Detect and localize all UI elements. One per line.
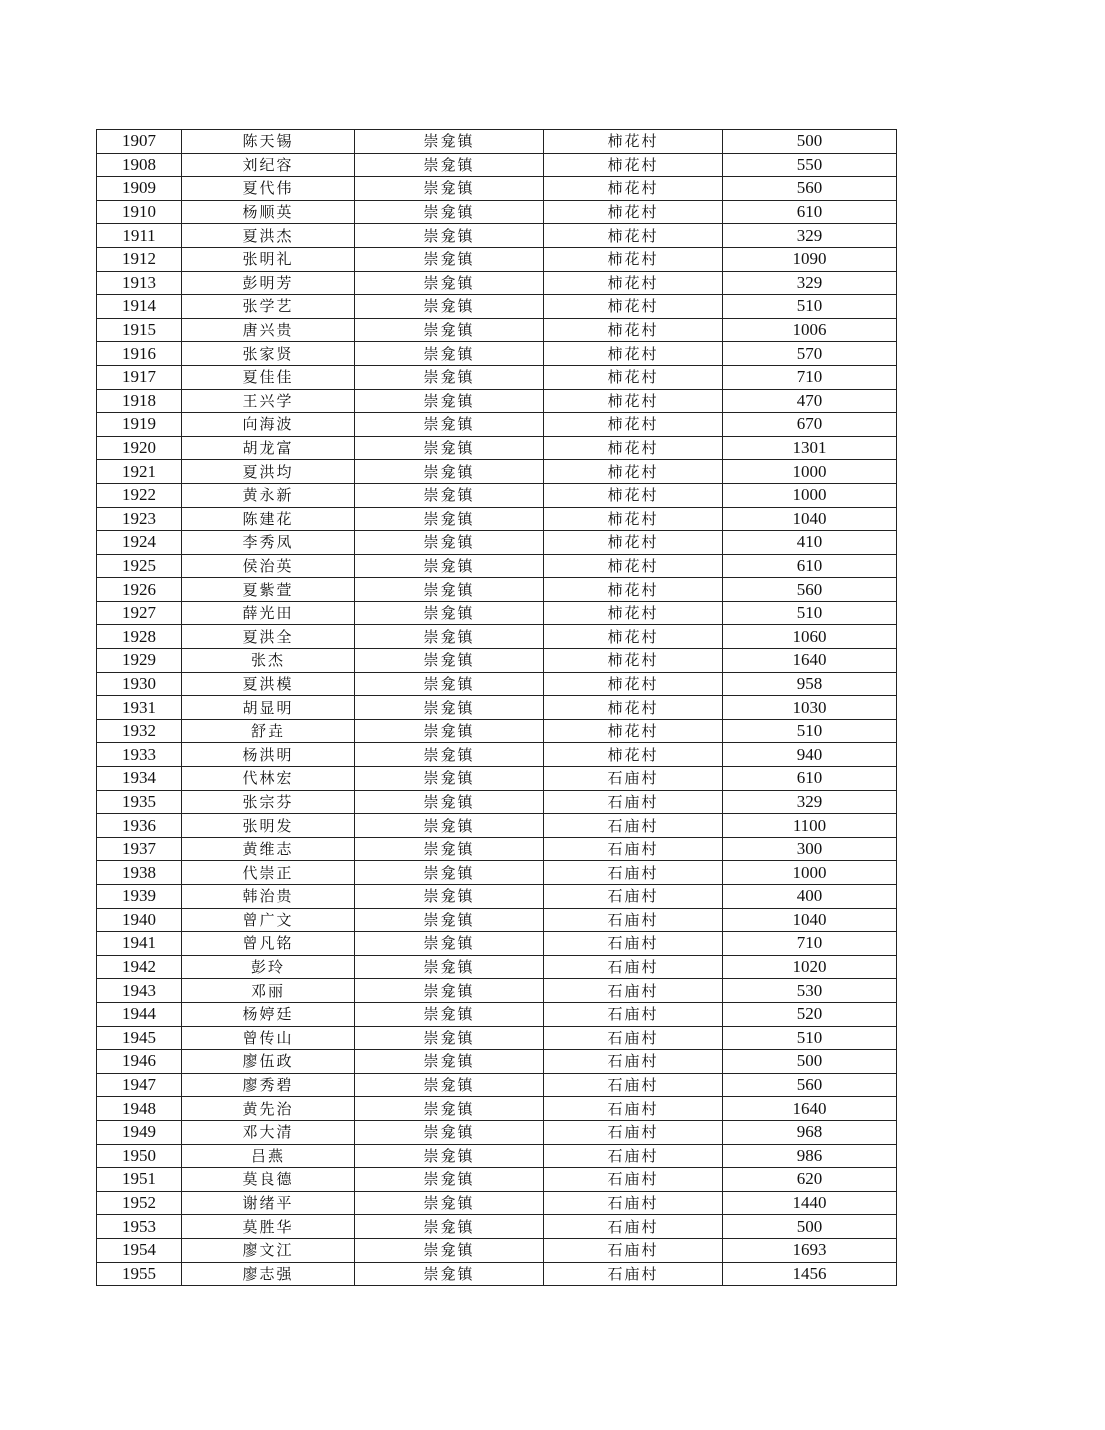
table-row	[97, 507, 897, 531]
village-cell: 石庙村	[544, 1097, 723, 1121]
amount-cell: 986	[723, 1144, 897, 1168]
row-number-cell: 1907	[97, 130, 182, 154]
village-cell: 柿花村	[544, 531, 723, 555]
name-cell: 夏洪均	[182, 460, 355, 484]
village-cell: 石庙村	[544, 979, 723, 1003]
town-cell: 崇龛镇	[355, 1262, 544, 1286]
table-row	[97, 1262, 897, 1286]
amount-cell: 329	[723, 790, 897, 814]
amount-cell: 510	[723, 601, 897, 625]
name-cell: 韩治贵	[182, 885, 355, 909]
amount-cell: 958	[723, 672, 897, 696]
row-number-cell: 1935	[97, 790, 182, 814]
row-number-cell: 1949	[97, 1120, 182, 1144]
table-row	[97, 554, 897, 578]
row-number-cell: 1912	[97, 247, 182, 271]
table-row	[97, 814, 897, 838]
name-cell: 陈建花	[182, 507, 355, 531]
village-cell: 柿花村	[544, 413, 723, 437]
table-row	[97, 224, 897, 248]
table-row	[97, 625, 897, 649]
name-cell: 王兴学	[182, 389, 355, 413]
town-cell: 崇龛镇	[355, 460, 544, 484]
village-cell: 柿花村	[544, 649, 723, 673]
village-cell: 柿花村	[544, 672, 723, 696]
row-number-cell: 1925	[97, 554, 182, 578]
row-number-cell: 1945	[97, 1026, 182, 1050]
row-number-cell: 1951	[97, 1168, 182, 1192]
table-row	[97, 601, 897, 625]
row-number-cell: 1938	[97, 861, 182, 885]
town-cell: 崇龛镇	[355, 271, 544, 295]
village-cell: 柿花村	[544, 436, 723, 460]
village-cell: 柿花村	[544, 153, 723, 177]
row-number-cell: 1910	[97, 200, 182, 224]
town-cell: 崇龛镇	[355, 295, 544, 319]
town-cell: 崇龛镇	[355, 200, 544, 224]
table-row	[97, 1144, 897, 1168]
town-cell: 崇龛镇	[355, 578, 544, 602]
amount-cell: 1640	[723, 1097, 897, 1121]
village-cell: 石庙村	[544, 1238, 723, 1262]
village-cell: 柿花村	[544, 554, 723, 578]
name-cell: 邓大清	[182, 1120, 355, 1144]
table-row	[97, 578, 897, 602]
village-cell: 柿花村	[544, 743, 723, 767]
village-cell: 石庙村	[544, 955, 723, 979]
row-number-cell: 1919	[97, 413, 182, 437]
table-row	[97, 483, 897, 507]
name-cell: 夏紫萱	[182, 578, 355, 602]
row-number-cell: 1926	[97, 578, 182, 602]
name-cell: 胡龙富	[182, 436, 355, 460]
village-cell: 石庙村	[544, 1050, 723, 1074]
name-cell: 夏洪模	[182, 672, 355, 696]
town-cell: 崇龛镇	[355, 436, 544, 460]
amount-cell: 940	[723, 743, 897, 767]
town-cell: 崇龛镇	[355, 413, 544, 437]
town-cell: 崇龛镇	[355, 507, 544, 531]
row-number-cell: 1932	[97, 719, 182, 743]
table-row	[97, 837, 897, 861]
table-row	[97, 271, 897, 295]
name-cell: 薛光田	[182, 601, 355, 625]
town-cell: 崇龛镇	[355, 365, 544, 389]
row-number-cell: 1933	[97, 743, 182, 767]
name-cell: 陈天锡	[182, 130, 355, 154]
village-cell: 柿花村	[544, 483, 723, 507]
row-number-cell: 1943	[97, 979, 182, 1003]
name-cell: 黄先治	[182, 1097, 355, 1121]
row-number-cell: 1934	[97, 767, 182, 791]
town-cell: 崇龛镇	[355, 153, 544, 177]
town-cell: 崇龛镇	[355, 979, 544, 1003]
name-cell: 杨顺英	[182, 200, 355, 224]
village-cell: 石庙村	[544, 885, 723, 909]
village-cell: 柿花村	[544, 342, 723, 366]
amount-cell: 500	[723, 1050, 897, 1074]
row-number-cell: 1923	[97, 507, 182, 531]
amount-cell: 670	[723, 413, 897, 437]
name-cell: 谢绪平	[182, 1191, 355, 1215]
amount-cell: 1030	[723, 696, 897, 720]
amount-cell: 610	[723, 200, 897, 224]
table-row	[97, 247, 897, 271]
row-number-cell: 1950	[97, 1144, 182, 1168]
table-row	[97, 177, 897, 201]
table-row	[97, 1168, 897, 1192]
village-cell: 石庙村	[544, 1120, 723, 1144]
name-cell: 夏代伟	[182, 177, 355, 201]
town-cell: 崇龛镇	[355, 885, 544, 909]
row-number-cell: 1918	[97, 389, 182, 413]
village-cell: 柿花村	[544, 719, 723, 743]
amount-cell: 1640	[723, 649, 897, 673]
table-row	[97, 696, 897, 720]
amount-cell: 610	[723, 767, 897, 791]
village-cell: 石庙村	[544, 932, 723, 956]
amount-cell: 710	[723, 365, 897, 389]
name-cell: 夏佳佳	[182, 365, 355, 389]
table-row	[97, 743, 897, 767]
row-number-cell: 1929	[97, 649, 182, 673]
village-cell: 柿花村	[544, 200, 723, 224]
name-cell: 代崇正	[182, 861, 355, 885]
town-cell: 崇龛镇	[355, 672, 544, 696]
table-row	[97, 531, 897, 555]
town-cell: 崇龛镇	[355, 483, 544, 507]
name-cell: 吕燕	[182, 1144, 355, 1168]
village-cell: 柿花村	[544, 578, 723, 602]
row-number-cell: 1940	[97, 908, 182, 932]
town-cell: 崇龛镇	[355, 1050, 544, 1074]
village-cell: 柿花村	[544, 365, 723, 389]
name-cell: 向海波	[182, 413, 355, 437]
name-cell: 黄维志	[182, 837, 355, 861]
name-cell: 廖文江	[182, 1238, 355, 1262]
amount-cell: 620	[723, 1168, 897, 1192]
village-cell: 石庙村	[544, 767, 723, 791]
village-cell: 石庙村	[544, 861, 723, 885]
amount-cell: 1040	[723, 908, 897, 932]
town-cell: 崇龛镇	[355, 861, 544, 885]
amount-cell: 1040	[723, 507, 897, 531]
village-cell: 柿花村	[544, 389, 723, 413]
village-cell: 柿花村	[544, 224, 723, 248]
town-cell: 崇龛镇	[355, 1144, 544, 1168]
amount-cell: 410	[723, 531, 897, 555]
name-cell: 代林宏	[182, 767, 355, 791]
table-row	[97, 1238, 897, 1262]
town-cell: 崇龛镇	[355, 1168, 544, 1192]
amount-cell: 1000	[723, 460, 897, 484]
amount-cell: 1100	[723, 814, 897, 838]
table-row	[97, 1097, 897, 1121]
town-cell: 崇龛镇	[355, 554, 544, 578]
amount-cell: 1000	[723, 483, 897, 507]
village-cell: 柿花村	[544, 177, 723, 201]
row-number-cell: 1944	[97, 1002, 182, 1026]
amount-cell: 610	[723, 554, 897, 578]
table-row	[97, 436, 897, 460]
table-row	[97, 342, 897, 366]
name-cell: 莫胜华	[182, 1215, 355, 1239]
amount-cell: 560	[723, 1073, 897, 1097]
town-cell: 崇龛镇	[355, 767, 544, 791]
name-cell: 廖伍政	[182, 1050, 355, 1074]
town-cell: 崇龛镇	[355, 719, 544, 743]
table-body	[97, 130, 897, 1286]
village-cell: 石庙村	[544, 908, 723, 932]
town-cell: 崇龛镇	[355, 1120, 544, 1144]
table-row	[97, 649, 897, 673]
row-number-cell: 1913	[97, 271, 182, 295]
row-number-cell: 1936	[97, 814, 182, 838]
village-cell: 石庙村	[544, 837, 723, 861]
name-cell: 杨婷廷	[182, 1002, 355, 1026]
table-row	[97, 318, 897, 342]
town-cell: 崇龛镇	[355, 1073, 544, 1097]
row-number-cell: 1947	[97, 1073, 182, 1097]
row-number-cell: 1927	[97, 601, 182, 625]
row-number-cell: 1941	[97, 932, 182, 956]
amount-cell: 570	[723, 342, 897, 366]
table-row	[97, 979, 897, 1003]
table-row	[97, 295, 897, 319]
town-cell: 崇龛镇	[355, 1026, 544, 1050]
village-cell: 石庙村	[544, 1215, 723, 1239]
row-number-cell: 1922	[97, 483, 182, 507]
name-cell: 夏洪杰	[182, 224, 355, 248]
village-cell: 柿花村	[544, 318, 723, 342]
row-number-cell: 1928	[97, 625, 182, 649]
row-number-cell: 1942	[97, 955, 182, 979]
amount-cell: 510	[723, 719, 897, 743]
table-row	[97, 365, 897, 389]
name-cell: 夏洪全	[182, 625, 355, 649]
village-cell: 柿花村	[544, 601, 723, 625]
row-number-cell: 1924	[97, 531, 182, 555]
table-row	[97, 861, 897, 885]
name-cell: 张家贤	[182, 342, 355, 366]
amount-cell: 1693	[723, 1238, 897, 1262]
row-number-cell: 1917	[97, 365, 182, 389]
amount-cell: 1456	[723, 1262, 897, 1286]
table-row	[97, 955, 897, 979]
row-number-cell: 1952	[97, 1191, 182, 1215]
village-cell: 石庙村	[544, 1073, 723, 1097]
town-cell: 崇龛镇	[355, 790, 544, 814]
amount-cell: 510	[723, 1026, 897, 1050]
row-number-cell: 1911	[97, 224, 182, 248]
amount-cell: 560	[723, 177, 897, 201]
village-cell: 柿花村	[544, 295, 723, 319]
town-cell: 崇龛镇	[355, 649, 544, 673]
amount-cell: 1060	[723, 625, 897, 649]
amount-cell: 1000	[723, 861, 897, 885]
town-cell: 崇龛镇	[355, 224, 544, 248]
name-cell: 张明礼	[182, 247, 355, 271]
name-cell: 唐兴贵	[182, 318, 355, 342]
village-cell: 石庙村	[544, 1191, 723, 1215]
town-cell: 崇龛镇	[355, 177, 544, 201]
town-cell: 崇龛镇	[355, 814, 544, 838]
table-row	[97, 1215, 897, 1239]
row-number-cell: 1920	[97, 436, 182, 460]
amount-cell: 710	[723, 932, 897, 956]
row-number-cell: 1930	[97, 672, 182, 696]
amount-cell: 300	[723, 837, 897, 861]
row-number-cell: 1955	[97, 1262, 182, 1286]
amount-cell: 329	[723, 271, 897, 295]
name-cell: 胡显明	[182, 696, 355, 720]
town-cell: 崇龛镇	[355, 696, 544, 720]
town-cell: 崇龛镇	[355, 837, 544, 861]
table-row	[97, 130, 897, 154]
town-cell: 崇龛镇	[355, 625, 544, 649]
amount-cell: 329	[723, 224, 897, 248]
row-number-cell: 1953	[97, 1215, 182, 1239]
row-number-cell: 1954	[97, 1238, 182, 1262]
amount-cell: 500	[723, 1215, 897, 1239]
table-row	[97, 1073, 897, 1097]
town-cell: 崇龛镇	[355, 342, 544, 366]
data-table	[96, 129, 897, 1286]
name-cell: 侯治英	[182, 554, 355, 578]
table-row	[97, 1050, 897, 1074]
amount-cell: 520	[723, 1002, 897, 1026]
table-row	[97, 200, 897, 224]
town-cell: 崇龛镇	[355, 1238, 544, 1262]
table-row	[97, 908, 897, 932]
village-cell: 石庙村	[544, 1262, 723, 1286]
row-number-cell: 1931	[97, 696, 182, 720]
town-cell: 崇龛镇	[355, 955, 544, 979]
village-cell: 柿花村	[544, 625, 723, 649]
town-cell: 崇龛镇	[355, 130, 544, 154]
name-cell: 廖秀碧	[182, 1073, 355, 1097]
village-cell: 石庙村	[544, 1168, 723, 1192]
row-number-cell: 1914	[97, 295, 182, 319]
table-row	[97, 672, 897, 696]
name-cell: 杨洪明	[182, 743, 355, 767]
amount-cell: 1090	[723, 247, 897, 271]
amount-cell: 500	[723, 130, 897, 154]
table-row	[97, 885, 897, 909]
town-cell: 崇龛镇	[355, 1002, 544, 1026]
row-number-cell: 1948	[97, 1097, 182, 1121]
town-cell: 崇龛镇	[355, 932, 544, 956]
row-number-cell: 1937	[97, 837, 182, 861]
town-cell: 崇龛镇	[355, 247, 544, 271]
town-cell: 崇龛镇	[355, 1215, 544, 1239]
name-cell: 邓丽	[182, 979, 355, 1003]
table-row	[97, 389, 897, 413]
amount-cell: 1006	[723, 318, 897, 342]
name-cell: 曾凡铭	[182, 932, 355, 956]
village-cell: 柿花村	[544, 696, 723, 720]
village-cell: 柿花村	[544, 130, 723, 154]
town-cell: 崇龛镇	[355, 389, 544, 413]
name-cell: 曾广文	[182, 908, 355, 932]
town-cell: 崇龛镇	[355, 531, 544, 555]
name-cell: 张学艺	[182, 295, 355, 319]
village-cell: 柿花村	[544, 507, 723, 531]
amount-cell: 470	[723, 389, 897, 413]
table-row	[97, 790, 897, 814]
name-cell: 张宗芬	[182, 790, 355, 814]
row-number-cell: 1916	[97, 342, 182, 366]
amount-cell: 1440	[723, 1191, 897, 1215]
town-cell: 崇龛镇	[355, 743, 544, 767]
amount-cell: 1020	[723, 955, 897, 979]
row-number-cell: 1946	[97, 1050, 182, 1074]
amount-cell: 550	[723, 153, 897, 177]
amount-cell: 968	[723, 1120, 897, 1144]
amount-cell: 560	[723, 578, 897, 602]
village-cell: 石庙村	[544, 814, 723, 838]
name-cell: 彭明芳	[182, 271, 355, 295]
row-number-cell: 1915	[97, 318, 182, 342]
amount-cell: 400	[723, 885, 897, 909]
table-row	[97, 1191, 897, 1215]
name-cell: 张杰	[182, 649, 355, 673]
table-row	[97, 1002, 897, 1026]
table-row	[97, 767, 897, 791]
town-cell: 崇龛镇	[355, 1191, 544, 1215]
name-cell: 莫良德	[182, 1168, 355, 1192]
village-cell: 石庙村	[544, 1026, 723, 1050]
row-number-cell: 1909	[97, 177, 182, 201]
row-number-cell: 1939	[97, 885, 182, 909]
town-cell: 崇龛镇	[355, 601, 544, 625]
name-cell: 黄永新	[182, 483, 355, 507]
table-row	[97, 1026, 897, 1050]
name-cell: 廖志强	[182, 1262, 355, 1286]
name-cell: 张明发	[182, 814, 355, 838]
amount-cell: 1301	[723, 436, 897, 460]
name-cell: 刘纪容	[182, 153, 355, 177]
amount-cell: 510	[723, 295, 897, 319]
amount-cell: 530	[723, 979, 897, 1003]
table-row	[97, 460, 897, 484]
village-cell: 柿花村	[544, 247, 723, 271]
table-row	[97, 719, 897, 743]
table-row	[97, 1120, 897, 1144]
name-cell: 李秀凤	[182, 531, 355, 555]
village-cell: 石庙村	[544, 1144, 723, 1168]
name-cell: 曾传山	[182, 1026, 355, 1050]
town-cell: 崇龛镇	[355, 1097, 544, 1121]
table-row	[97, 153, 897, 177]
name-cell: 彭玲	[182, 955, 355, 979]
name-cell: 舒垚	[182, 719, 355, 743]
row-number-cell: 1921	[97, 460, 182, 484]
table-row	[97, 932, 897, 956]
row-number-cell: 1908	[97, 153, 182, 177]
town-cell: 崇龛镇	[355, 318, 544, 342]
village-cell: 柿花村	[544, 271, 723, 295]
table-row	[97, 413, 897, 437]
town-cell: 崇龛镇	[355, 908, 544, 932]
village-cell: 石庙村	[544, 1002, 723, 1026]
village-cell: 石庙村	[544, 790, 723, 814]
village-cell: 柿花村	[544, 460, 723, 484]
